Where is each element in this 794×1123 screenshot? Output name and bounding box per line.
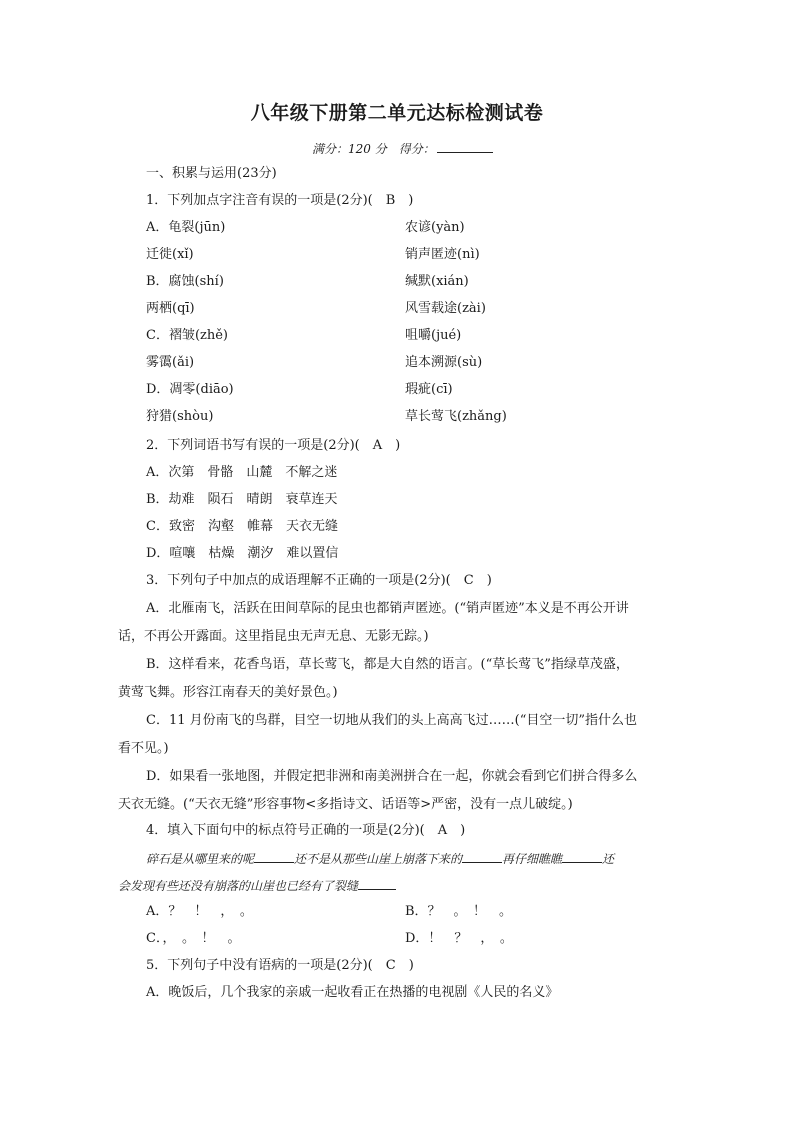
q2-option: B．劫难 陨石 晴朗 衰草连天: [146, 492, 338, 507]
q1-option: 瑕疵(cī): [405, 382, 453, 397]
q1-option: A．龟裂(jūn): [146, 220, 226, 235]
q3-option-c-cont: 看不见。): [118, 741, 169, 756]
q1-option: C．褶皱(zhě): [146, 328, 229, 343]
question-1-stem: 1．下列加点字注音有误的一项是(2分)( B ): [146, 193, 414, 208]
q4-option: A．？ ！ ， 。: [146, 904, 253, 919]
q4-sentence-line2: [118, 877, 396, 894]
q1-option: 狩猎(shòu): [146, 409, 214, 424]
q1-option: 迁徙(xǐ): [146, 247, 194, 262]
section-heading: 一、积累与运用(23分): [146, 166, 277, 181]
question-3-stem: 3．下列句子中加点的成语理解不正确的一项是(2分)( C ): [146, 573, 492, 588]
q1-option: D．凋零(diāo): [146, 382, 234, 397]
score-line: [312, 140, 493, 157]
q2-option: C．致密 沟壑 帷幕 天衣无缝: [146, 519, 338, 534]
q4-blank-2: [462, 850, 502, 863]
q1-option: 风雪载途(zài): [405, 301, 486, 316]
q4-sentence-line1: [146, 850, 614, 867]
q1-option: 销声匿迹(nì): [405, 247, 480, 262]
q4-text: 还: [602, 852, 615, 866]
q1-option: 两栖(qī): [146, 301, 195, 316]
q4-option: B．？ 。 ！ 。: [405, 904, 513, 919]
question-4-stem: 4．填入下面句中的标点符号正确的一项是(2分)( A ): [146, 823, 466, 838]
q4-blank-4: [358, 877, 396, 890]
question-5-stem: 5．下列句子中没有语病的一项是(2分)( C ): [146, 958, 414, 973]
q1-option: 咀嚼(jué): [405, 328, 462, 343]
page-title: 八年级下册第二单元达标检测试卷: [250, 102, 544, 124]
q4-blank-1: [254, 850, 294, 863]
q4-option: C．， 。 ！ 。: [146, 931, 241, 946]
q3-option-d: D．如果看一张地图，并假定把非洲和南美洲拼合在一起，你就会看到它们拼合得多么: [146, 769, 638, 784]
q4-text: 会发现有些还没有崩落的山崖也已经有了裂缝: [118, 879, 359, 893]
q2-option: A．次第 骨骼 山麓 不解之迷: [146, 465, 338, 480]
q1-option: 缄默(xián): [405, 274, 469, 289]
q4-text: 再仔细瞧瞧: [502, 852, 563, 866]
q3-option-b-cont: 黄莺飞舞。形容江南春天的美好景色。): [118, 685, 338, 700]
q3-option-c: C．11 月份南飞的鸟群，目空一切地从我们的头上高高飞过……(“目空一切”指什么也: [146, 713, 637, 728]
q3-option-a-cont: 话，不再公开露面。这里指昆虫无声无息、无影无踪。): [118, 629, 429, 644]
q4-blank-3: [562, 850, 602, 863]
q2-option: D．喧嚷 枯燥 潮汐 难以置信: [146, 546, 339, 561]
q4-option: D．！ ？ ， 。: [405, 931, 513, 946]
q1-option: B．腐蚀(shí): [146, 274, 224, 289]
q1-option: 雾霭(ǎi): [146, 355, 195, 370]
score-text: 满分：120 分 得分：: [312, 142, 435, 156]
question-2-stem: 2．下列词语书写有误的一项是(2分)( A ): [146, 438, 401, 453]
q1-option: 草长莺飞(zhǎng): [405, 409, 507, 424]
q4-text: 还不是从那些山崖上崩落下来的: [294, 852, 463, 866]
q1-option: 追本溯源(sù): [405, 355, 483, 370]
q3-option-d-cont: 天衣无缝。(“天衣无缝”形容事物<多指诗文、话语等>严密，没有一点儿破绽。): [118, 797, 573, 812]
q3-option-a: A．北雁南飞，活跃在田间草际的昆虫也都销声匿迹。(“销声匿迹”本义是不再公开讲: [146, 601, 629, 616]
q3-option-b: B．这样看来，花香鸟语，草长莺飞，都是大自然的语言。(“草长莺飞”指绿草茂盛，: [146, 657, 629, 672]
q5-option: A．晚饭后，几个我家的亲戚一起收看正在热播的电视剧《人民的名义》: [146, 985, 559, 1000]
q4-text: 碎石是从哪里来的呢: [146, 852, 255, 866]
q1-option: 农谚(yàn): [405, 220, 465, 235]
score-blank: [437, 141, 493, 153]
